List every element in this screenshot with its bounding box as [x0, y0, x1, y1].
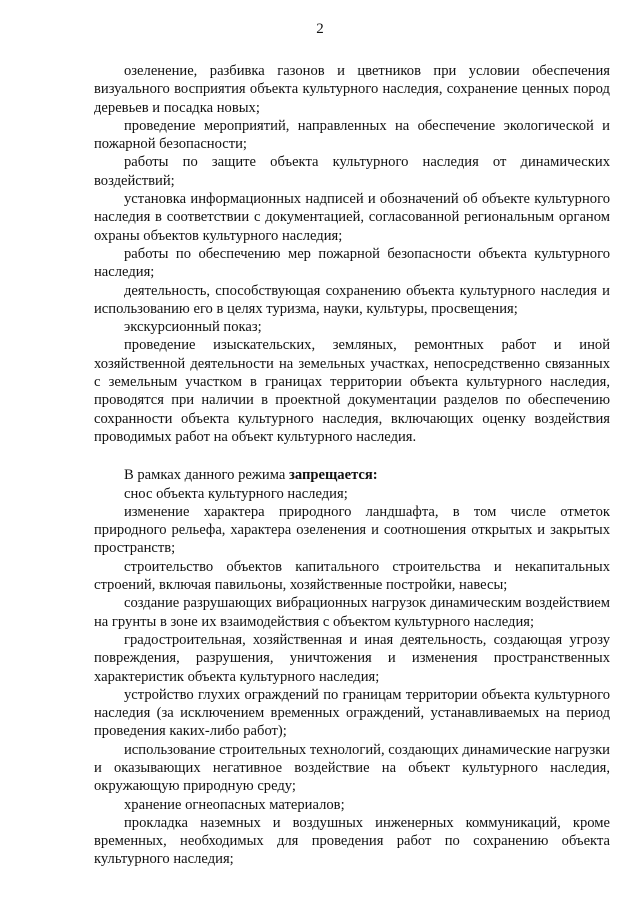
paragraph: установка информационных надписей и обозначений об объекте культурного наследия в соответствии с документацией, согласованной региональным органом охраны объектов культурного наследия;	[94, 191, 610, 244]
paragraph: работы по защите объекта культурного наследия от динамических воздействий;	[94, 154, 610, 189]
prohibited-heading	[94, 466, 610, 484]
document-body	[94, 62, 610, 869]
paragraph: деятельность, способствующая сохранению объекта культурного наследия и использованию его в целях туризма, науки, культуры, просвещения;	[94, 282, 610, 317]
paragraph: проведение изыскательских, земляных, ремонтных работ и иной хозяйственной деятельности на земельных участках, непосредственно связанных с земельным участком в границах территории объекта культурного наследия, проводятся при наличии в проектной документации разделов по обеспечению сохранности объекта культурного наследия, включающих оценку воздействия проводимых работ на объект культурного наследия.	[94, 337, 610, 445]
section-gap	[94, 446, 610, 466]
paragraph: озеленение, разбивка газонов и цветников при условии обеспечения визуального восприятия объекта культурного наследия, сохранение ценных пород деревьев и посадка новых;	[94, 63, 610, 116]
paragraph: снос объекта культурного наследия;	[124, 485, 348, 502]
paragraph: строительство объектов капитального строительства и некапитальных строений, включая павильоны, хозяйственные постройки, навесы;	[94, 558, 610, 594]
prohibited-heading-bold: запрещается:	[289, 467, 378, 484]
page-number: 2	[316, 21, 324, 37]
paragraph: экскурсионный показ;	[124, 319, 262, 336]
paragraph: устройство глухих ограждений по границам территории объекта культурного наследия (за исключением временных ограждений, устанавливаемых на период проведения каких-либо работ);	[94, 686, 610, 740]
paragraph: создание разрушающих вибрационных нагрузок динамическим воздействием на грунты в зоне их взаимодействия с объектом культурного наследия;	[94, 595, 610, 630]
paragraph: проведение мероприятий, направленных на обеспечение экологической и пожарной безопасности;	[94, 117, 610, 153]
paragraph: градостроительная, хозяйственная и иная деятельность, создающая угрозу повреждения, разрушения, уничтожения и изменения пространственных характеристик объекта культурного наследия;	[94, 631, 610, 685]
prohibited-heading-lead: В рамках данного режима	[124, 467, 289, 484]
paragraph: прокладка наземных и воздушных инженерных коммуникаций, кроме временных, необходимых для проведения работ по сохранению объекта культурного наследия;	[94, 814, 610, 868]
paragraph: изменение характера природного ландшафта, в том числе отметок природного рельефа, характера озеленения и соотношения открытых и закрытых пространств;	[94, 503, 610, 557]
paragraph: использование строительных технологий, создающих динамические нагрузки и оказывающих негативное воздействие на объект культурного наследия, окружающую природную среду;	[94, 741, 610, 795]
paragraph: работы по обеспечению мер пожарной безопасности объекта культурного наследия;	[94, 245, 610, 281]
paragraph: хранение огнеопасных материалов;	[124, 796, 345, 813]
